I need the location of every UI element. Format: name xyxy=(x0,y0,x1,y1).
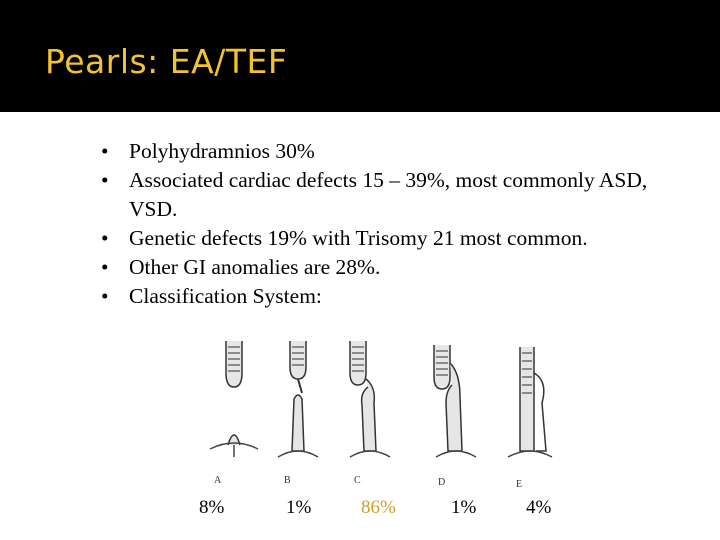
type-b-percentage: 1% xyxy=(286,497,312,518)
bullet-text: Polyhydramnios 30% xyxy=(129,139,315,163)
bullet-item xyxy=(101,224,691,253)
letter-label: B xyxy=(284,475,291,486)
ea-tef-classification-diagram xyxy=(190,333,580,493)
type-c-percentage: 86% xyxy=(361,497,396,518)
slide-title: Pearls: EA/TEF xyxy=(45,42,288,81)
bullet-text: Other GI anomalies are 28%. xyxy=(129,255,381,279)
bullet-marker: • xyxy=(101,226,109,250)
title-bar xyxy=(0,0,720,112)
bullet-text: Genetic defects 19% with Trisomy 21 most common. xyxy=(129,226,588,250)
type-d-percentage: 1% xyxy=(451,497,477,518)
bullet-marker: • xyxy=(101,255,109,279)
letter-label: A xyxy=(214,475,222,486)
bullet-item xyxy=(101,282,691,311)
type-a-drawing xyxy=(210,341,258,486)
bullet-text: Classification System: xyxy=(129,284,322,308)
bullet-item xyxy=(101,137,691,166)
type-e-drawing xyxy=(508,347,552,490)
bullet-marker: • xyxy=(101,168,109,192)
bullet-item xyxy=(101,166,691,224)
letter-label: C xyxy=(354,475,361,486)
type-b-drawing xyxy=(278,341,318,486)
type-d-drawing xyxy=(434,345,476,488)
bullet-item xyxy=(101,253,691,282)
bullet-marker: • xyxy=(101,139,109,163)
type-c-drawing xyxy=(350,341,390,486)
type-e-percentage: 4% xyxy=(526,497,552,518)
letter-label: D xyxy=(438,477,446,488)
bullet-text: Associated cardiac defects 15 – 39%, most commonly ASD, VSD. xyxy=(129,168,648,221)
bullet-list xyxy=(101,137,691,311)
type-a-percentage: 8% xyxy=(199,497,225,518)
bullet-marker: • xyxy=(101,284,109,308)
letter-label: E xyxy=(516,479,523,490)
